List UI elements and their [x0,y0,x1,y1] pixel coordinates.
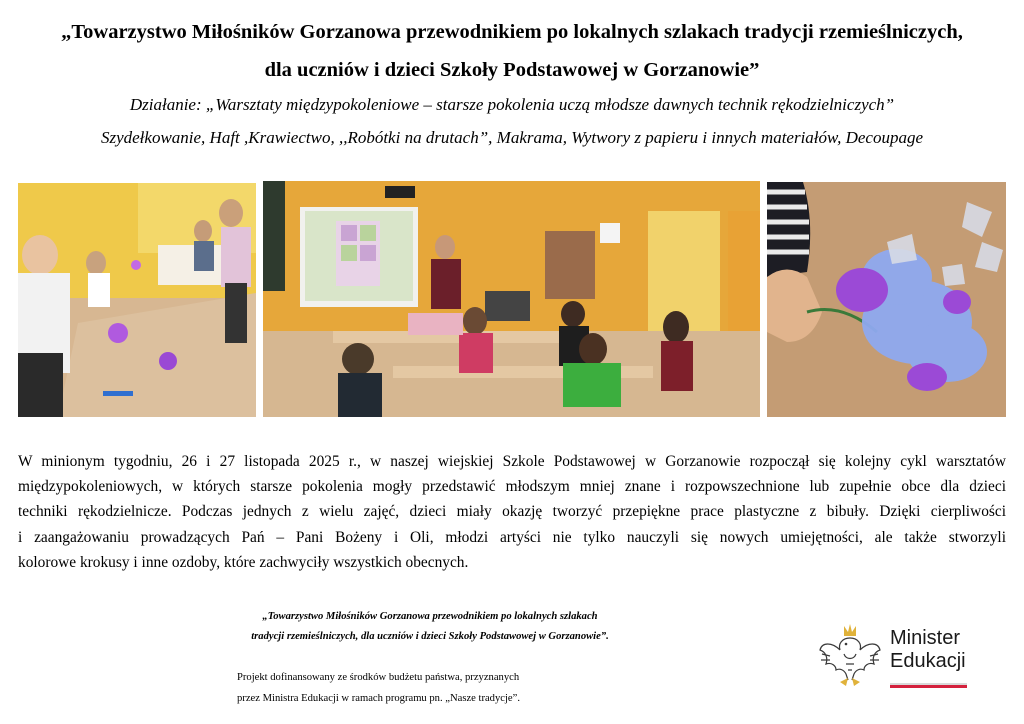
article-line: W minionym tygodniu, 26 i 27 listopada 2025 r., w naszej wiejskiej Szkole Podstawowej w Gorzanowie rozpoczął się kolejny cykl warsztatów [18,453,1006,470]
article-line: kolorowe krokusy i inne ozdoby, które zachwyciły wszystkich obecnych. [18,553,469,571]
funding-note-line1: Projekt dofinansowany ze środków budżetu państwa, przyznanych [237,672,520,683]
tissue-paper-crocus-flowers-photo [767,182,1006,417]
activity-subtitle: Działanie: „Warsztaty międzypokoleniowe – starsze pokolenia uczą młodsze dawnych technik rękodzielniczych” [129,95,895,114]
logo-wordmark [890,627,966,673]
logo-line2: Edukacji [890,650,966,672]
logo-flag-bar [890,683,967,688]
article-line: i zaangażowaniu prowadzących Pań – Pani Bożeny i Oli, młodzi artyści nie tylko nauczyli się nowych umiejętności, ale także stworzyli [18,528,1006,546]
article-line: międzypokoleniowych, w których starsze pokolenia mogły przedstawić młodszym mniej znane i rozpowszechnione lub zupełnie obce dla dzieci [18,478,1006,496]
project-title-line1: „Towarzystwo Miłośników Gorzanowa przewodnikiem po lokalnych szlakach [262,611,598,622]
white-eagle-emblem-icon [818,620,882,690]
page-title-line1: „Towarzystwo Miłośników Gorzanowa przewodnikiem po lokalnych szlakach tradycji rzemieślniczych, [61,21,963,43]
project-title-line2: tradycji rzemieślniczych, dla uczniów i dzieci Szkoły Podstawowej w Gorzanowie”. [251,631,609,642]
funding-note-line2: przez Ministra Edukacji w ramach programu pn. „Nasze tradycje”. [237,693,520,704]
article-line: techniki rękodzielnicze. Podczas jednych z wielu zajęć, dzieci miały okazję tworzyć przepiękne prace plastyczne z bibuły. Dzięki cierpliwości [18,503,1006,521]
page-title-line2: dla uczniów i dzieci Szkoły Podstawowej w Gorzanowie” [264,59,760,81]
logo-line1: Minister [890,627,961,649]
techniques-subtitle: Szydełkowanie, Haft ,Krawiectwo, ,,Robótki na drutach”, Makrama, Wytwory z papieru i innych materiałów, Decoupage [100,128,924,147]
minister-edukacji-logo [818,620,978,692]
classroom-workshop-with-projector-photo [263,181,760,417]
children-crafting-paper-flowers-photo [18,183,256,417]
article-body [18,449,1006,575]
